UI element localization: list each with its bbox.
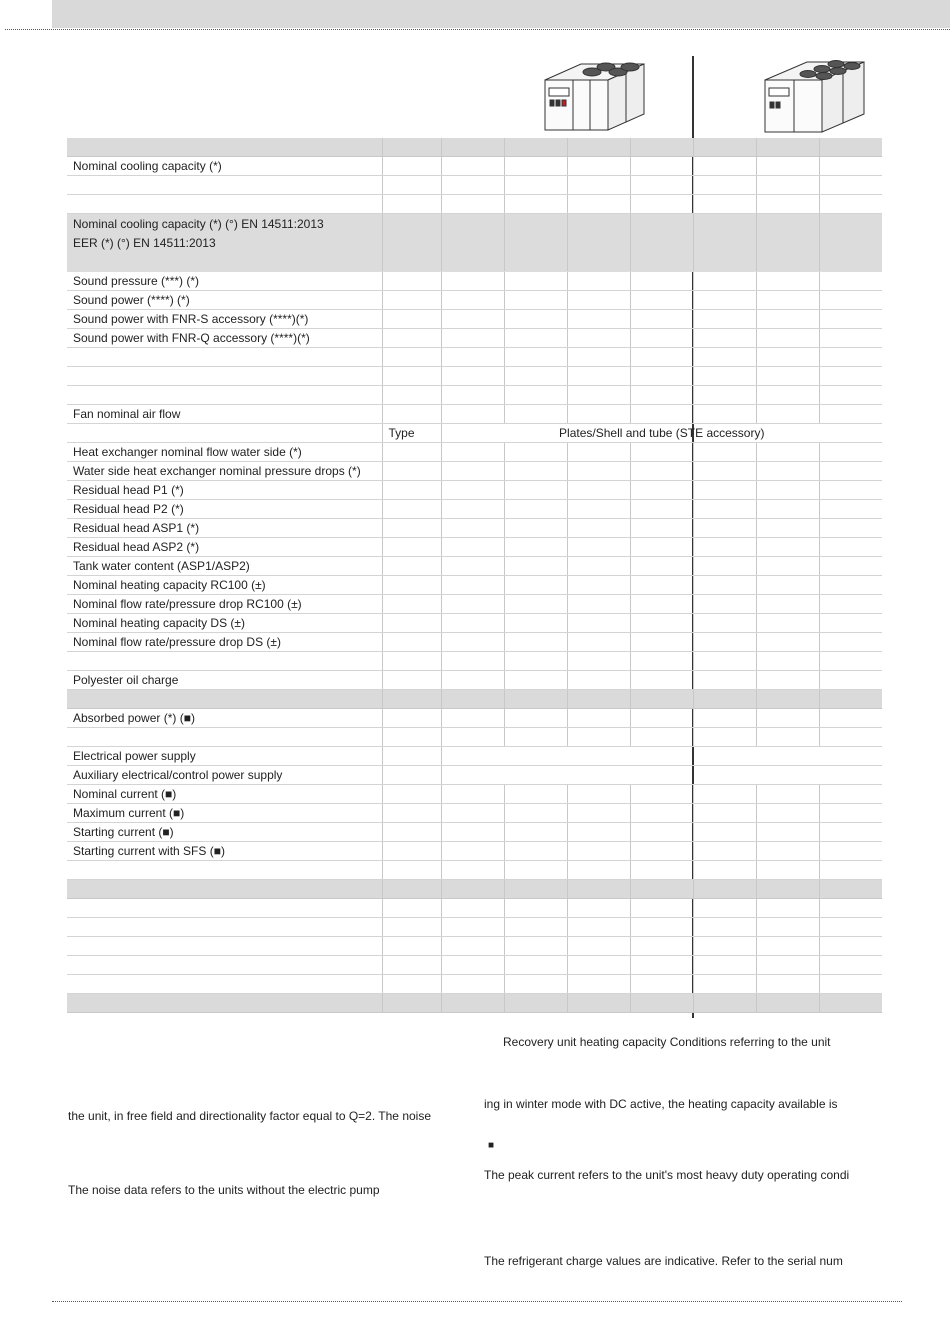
footnote-peak-current: The peak current refers to the unit's most heavy duty operating condi — [484, 1168, 850, 1182]
footnote-free-field: the unit, in free field and directionality factor equal to Q=2. The noise — [68, 1109, 431, 1123]
table-row — [67, 918, 882, 937]
row-label: Starting current (■) — [67, 823, 382, 842]
table-row — [67, 462, 882, 481]
table-row — [67, 937, 882, 956]
row-label: Nominal current (■) — [67, 785, 382, 804]
row-label: Water side heat exchanger nominal pressure drops (*) — [67, 462, 382, 481]
section-header-row — [67, 994, 882, 1013]
table-row — [67, 367, 882, 386]
row-label: Nominal heating capacity RC100 (±) — [67, 576, 382, 595]
table-row — [67, 291, 882, 310]
row-label: Residual head ASP1 (*) — [67, 519, 382, 538]
row-label: Tank water content (ASP1/ASP2) — [67, 557, 382, 576]
table-row — [67, 614, 882, 633]
bottom-dotted-divider — [52, 1301, 902, 1302]
footnote-winter-mode: ing in winter mode with DC active, the heating capacity available is — [484, 1097, 838, 1111]
table-row — [67, 195, 882, 214]
row-label: Heat exchanger nominal flow water side (*) — [67, 443, 382, 462]
table-row — [67, 405, 882, 424]
table-row — [67, 766, 882, 785]
row-label: Absorbed power (*) (■) — [67, 709, 382, 728]
exchanger-type-value: Plates/Shell and tube (STE accessory) — [441, 424, 882, 443]
row-label: Sound pressure (***) (*) — [67, 272, 382, 291]
table-row — [67, 652, 882, 671]
footnote-refrigerant: The refrigerant charge values are indicative. Refer to the serial num — [484, 1254, 843, 1268]
table-row — [67, 310, 882, 329]
row-label: Maximum current (■) — [67, 804, 382, 823]
en14511-labels — [67, 214, 382, 272]
table-row — [67, 424, 882, 443]
row-label: Nominal flow rate/pressure drop RC100 (±) — [67, 595, 382, 614]
table-row — [67, 671, 882, 690]
table-row — [67, 709, 882, 728]
table-row — [67, 956, 882, 975]
table-row — [67, 329, 882, 348]
row-label: Sound power with FNR-Q accessory (****)(*) — [67, 329, 382, 348]
table-row — [67, 576, 882, 595]
row-label: Nominal heating capacity DS (±) — [67, 614, 382, 633]
table-row — [67, 861, 882, 880]
type-label: Type — [382, 424, 441, 443]
header-bar — [52, 0, 950, 28]
row-label: Sound power (****) (*) — [67, 291, 382, 310]
table-row — [67, 728, 882, 747]
section-header-row — [67, 690, 882, 709]
table-row — [67, 481, 882, 500]
table-row — [67, 899, 882, 918]
row-label: Residual head P1 (*) — [67, 481, 382, 500]
row-label: Residual head P2 (*) — [67, 500, 382, 519]
technical-data-table — [67, 138, 882, 1013]
table-row — [67, 272, 882, 291]
row-label: Polyester oil charge — [67, 671, 382, 690]
table-row — [67, 176, 882, 195]
table-row — [67, 500, 882, 519]
top-dotted-divider — [5, 29, 950, 30]
row-label: Nominal cooling capacity (*) — [67, 157, 382, 176]
table-row — [67, 595, 882, 614]
table-row — [67, 386, 882, 405]
row-label: Starting current with SFS (■) — [67, 842, 382, 861]
chiller-unit-large-illustration — [760, 50, 872, 135]
en14511-row — [67, 214, 882, 272]
row-label: Fan nominal air flow — [67, 405, 382, 424]
row-label: Sound power with FNR-S accessory (****)(*) — [67, 310, 382, 329]
table-row — [67, 975, 882, 994]
footnote-noise-pump: The noise data refers to the units without the electric pump — [68, 1183, 380, 1197]
section-header-row — [67, 880, 882, 899]
table-row — [67, 804, 882, 823]
row-label: Auxiliary electrical/control power supply — [67, 766, 382, 785]
table-row — [67, 747, 882, 766]
table-row — [67, 443, 882, 462]
table-row — [67, 823, 882, 842]
row-label: Residual head ASP2 (*) — [67, 538, 382, 557]
table-row — [67, 348, 882, 367]
table-row — [67, 785, 882, 804]
table-row — [67, 842, 882, 861]
table-row — [67, 157, 882, 176]
row-label: Nominal flow rate/pressure drop DS (±) — [67, 633, 382, 652]
row-label: EER (*) (°) EN 14511:2013 — [73, 236, 216, 250]
table-row — [67, 633, 882, 652]
table-row — [67, 557, 882, 576]
footnote-bullet: ■ — [488, 1140, 495, 1151]
chiller-unit-small-illustration — [540, 50, 652, 135]
row-label: Electrical power supply — [67, 747, 382, 766]
table-row — [67, 538, 882, 557]
footnote-recovery: Recovery unit heating capacity Conditions referring to the unit — [503, 1035, 831, 1049]
section-header-row — [67, 138, 882, 157]
table-row — [67, 519, 882, 538]
row-label: Nominal cooling capacity (*) (°) EN 14511:2013 — [73, 217, 324, 231]
